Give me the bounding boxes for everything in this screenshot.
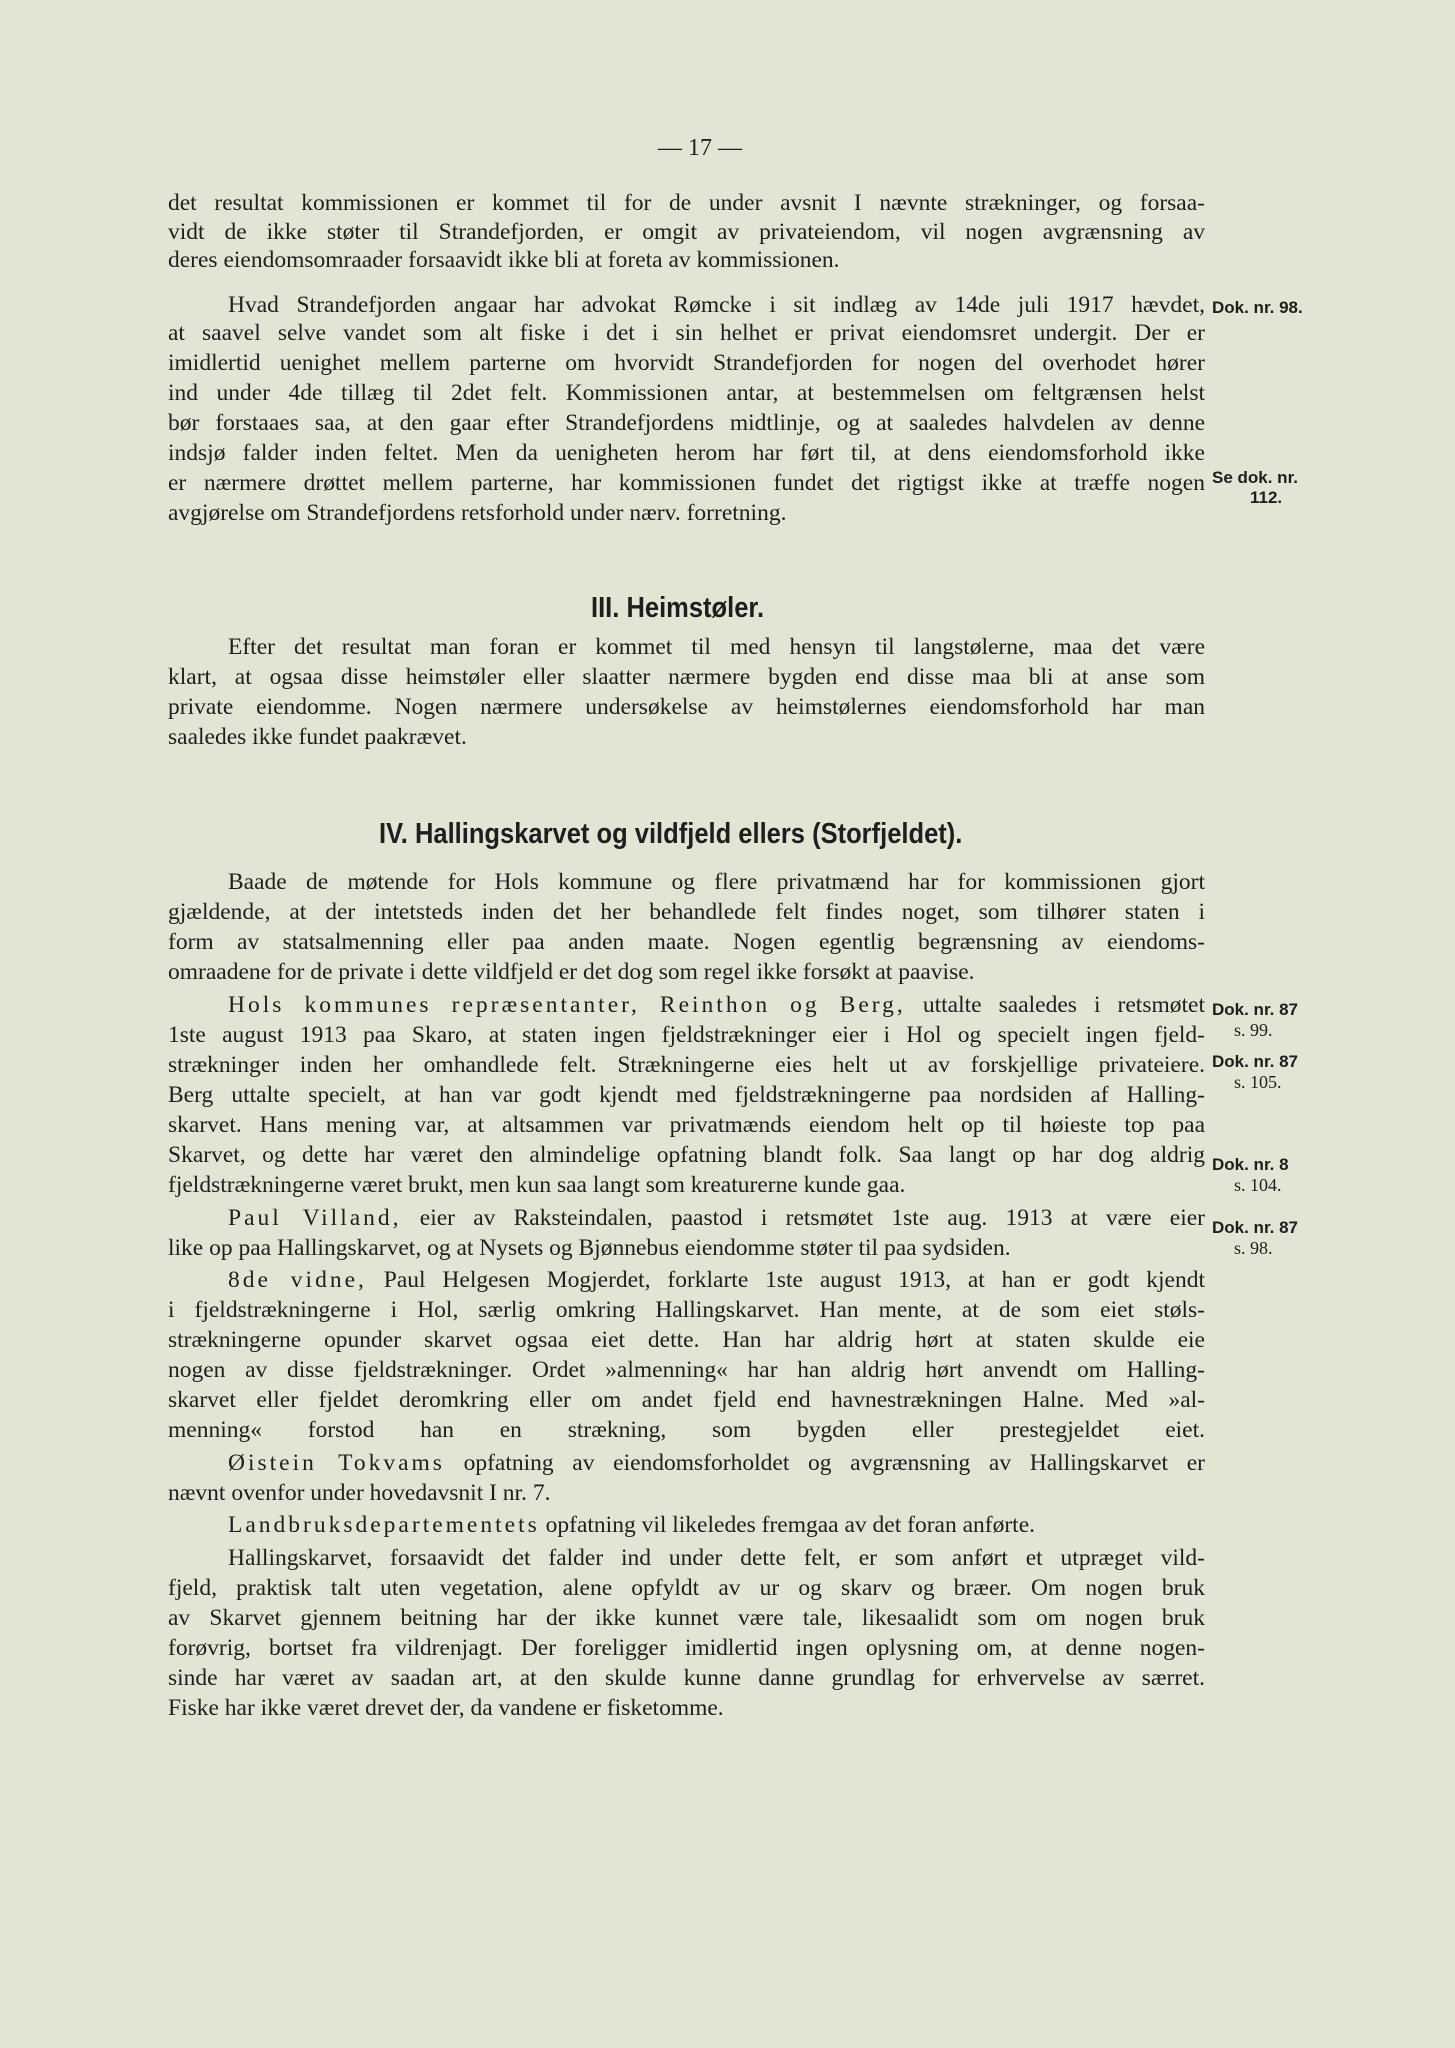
text-line: deres eiendomsomraader forsaavidt ikke bli at foreta av kommissionen.: [168, 247, 840, 273]
spaced-name: Paul Villand,: [228, 1205, 402, 1231]
text-run: eier av Raksteindalen, paastod i retsmøtet 1ste aug. 1913 at være eier: [401, 1205, 1205, 1231]
section-heading-hallingskarvet: IV. Hallingskarvet og vildfjeld ellers (Storfjeldet).: [379, 818, 963, 850]
margin-note-page: s. 98.: [1234, 1238, 1273, 1258]
margin-note-page: s. 104.: [1234, 1175, 1282, 1195]
text-line: vidt de ikke støter til Strandefjorden, er omgit av privateiendom, vil nogen avgrænsning av: [168, 219, 1205, 245]
text-line: indsjø falder inden feltet. Men da uenigheten herom har ført til, at dens eiendomsforhold ikke: [168, 440, 1205, 466]
margin-note-page: 112.: [1250, 488, 1283, 507]
text-line: Hvad Strandefjorden angaar har advokat Rømcke i sit indlæg av 14de juli 1917 hævdet,: [228, 292, 1205, 318]
text-line: nogen av disse fjeldstrækninger. Ordet »almenning« har han aldrig hørt anvendt om Halling-: [168, 1357, 1205, 1383]
spaced-name: Hols kommunes repræsentanter, Reinthon og Berg,: [228, 992, 906, 1018]
margin-note-ref: Se dok. nr.: [1212, 468, 1298, 487]
text-line: Efter det resultat man foran er kommet til med hensyn til langstølerne, maa det være: [228, 634, 1205, 660]
text-line: strækninger inden her omhandlede felt. Strækningerne eies helt ut av forskjellige privateiere.: [168, 1052, 1205, 1078]
text-line: saaledes ikke fundet paakrævet.: [168, 724, 467, 750]
margin-note-ref: Dok. nr. 87: [1212, 1218, 1298, 1237]
text-line: at saavel selve vandet som alt fiske i det i sin helhet er privat eiendomsret undergit. Der er: [168, 320, 1205, 346]
text-line: det resultat kommissionen er kommet til for de under avsnit I nævnte strækninger, og forsaa-: [168, 190, 1205, 216]
margin-note-ref: Dok. nr. 8: [1212, 1155, 1289, 1174]
text-line: skarvet eller fjeldet deromkring eller om andet fjeld end havnestrækningen Halne. Med »al-: [168, 1387, 1205, 1413]
text-line: avgjørelse om Strandefjordens retsforhold under nærv. forretning.: [168, 500, 787, 526]
margin-note-page: s. 105.: [1234, 1072, 1282, 1092]
spaced-name: Øistein Tokvams: [228, 1450, 445, 1476]
text-line: form av statsalmenning eller paa anden maate. Nogen egentlig begrænsning av eiendoms-: [168, 929, 1205, 955]
margin-note: [1212, 1218, 1327, 1258]
text-line: menning« forstod han en strækning, som bygden eller prestegjeldet eiet.: [168, 1417, 1205, 1443]
margin-note: [1212, 1052, 1327, 1092]
text-line: Baade de møtende for Hols kommune og flere privatmænd har for kommissionen gjort: [228, 869, 1205, 895]
section-heading-heimstoler: III. Heimstøler.: [591, 592, 765, 624]
text-line: fjeld, praktisk talt uten vegetation, alene opfyldt av ur og skarv og bræer. Om nogen bruk: [168, 1575, 1205, 1601]
margin-note-ref: Dok. nr. 98.: [1212, 298, 1303, 317]
text-run: opfatning vil likeledes fremgaa av det foran anførte.: [539, 1512, 1036, 1538]
text-line: Hallingskarvet, forsaavidt det falder ind under dette felt, er som anført et utpræget vild-: [228, 1545, 1205, 1571]
text-run: opfatning av eiendomsforholdet og avgrænsning av Hallingskarvet er: [444, 1450, 1205, 1476]
text-line: [228, 1265, 1205, 1295]
margin-note: [1212, 1155, 1327, 1195]
text-line: er nærmere drøttet mellem parterne, har kommissionen fundet det rigtigst ikke at træffe nogen: [168, 470, 1205, 496]
margin-note-ref: Dok. nr. 87: [1212, 1000, 1298, 1019]
text-line: nævnt ovenfor under hovedavsnit I nr. 7.: [168, 1480, 551, 1506]
margin-note-ref: Dok. nr. 87: [1212, 1052, 1298, 1071]
text-line: [228, 1448, 1205, 1478]
margin-note: [1212, 468, 1327, 508]
text-line: av Skarvet gjennem beitning har der ikke kunnet være tale, likesaalidt som om nogen bruk: [168, 1605, 1205, 1631]
spaced-name: Landbruksdepartementets: [228, 1512, 540, 1538]
text-line: [228, 1203, 1205, 1233]
text-line: gjældende, at der intetsteds inden det her behandlede felt findes noget, som tilhører staten i: [168, 899, 1205, 925]
margin-note: [1212, 298, 1327, 318]
text-run: uttalte saaledes i retsmøtet: [905, 992, 1205, 1018]
text-line: imidlertid uenighet mellem parterne om hvorvidt Strandefjorden for nogen del overhodet hører: [168, 350, 1205, 376]
text-line: omraadene for de private i dette vildfjeld er det dog som regel ikke forsøkt at paavise.: [168, 959, 975, 985]
text-line: klart, at ogsaa disse heimstøler eller slaatter nærmere bygden end disse maa bli at anse som: [168, 664, 1205, 690]
text-line: [228, 990, 1205, 1020]
text-line: fjeldstrækningerne været brukt, men kun saa langt som kreaturerne kunde gaa.: [168, 1172, 906, 1198]
text-line: like op paa Hallingskarvet, og at Nysets og Bjønnebus eiendomme støter til paa sydsiden.: [168, 1235, 1011, 1261]
text-line: sinde har været av saadan art, at den skulde kunne danne grundlag for erhvervelse av særret.: [168, 1665, 1205, 1691]
text-line: private eiendomme. Nogen nærmere undersøkelse av heimstølernes eiendomsforhold har man: [168, 694, 1205, 720]
text-line: skarvet. Hans mening var, at altsammen var privatmænds eiendom helt op til høieste top paa: [168, 1112, 1205, 1138]
text-line: i fjeldstrækningerne i Hol, særlig omkring Hallingskarvet. Han mente, at de som eiet støls-: [168, 1297, 1205, 1323]
page-number: — 17 —: [658, 135, 742, 161]
text-line: Fiske har ikke været drevet der, da vandene er fisketomme.: [168, 1695, 724, 1721]
text-line: strækningerne opunder skarvet ogsaa eiet dette. Han har aldrig hørt at staten skulde eie: [168, 1327, 1205, 1353]
text-line: 1ste august 1913 paa Skaro, at staten ingen fjeldstrækninger eier i Hol og specielt ingen fjeld-: [168, 1022, 1205, 1048]
text-line: Berg uttalte specielt, at han var godt kjendt med fjeldstrækningerne paa nordsiden af Halling-: [168, 1082, 1205, 1108]
margin-note: [1212, 1000, 1327, 1040]
text-line: bør forstaaes saa, at den gaar efter Strandefjordens midtlinje, og at saaledes halvdelen av denne: [168, 410, 1205, 436]
text-line: ind under 4de tillæg til 2det felt. Kommissionen antar, at bestemmelsen om feltgrænsen helst: [168, 380, 1205, 406]
text-run: Paul Helgesen Mogjerdet, forklarte 1ste august 1913, at han er godt kjendt: [366, 1267, 1206, 1293]
margin-note-page: s. 99.: [1234, 1020, 1273, 1040]
text-line: forøvrig, bortset fra vildrenjagt. Der foreligger imidlertid ingen oplysning om, at denne nogen-: [168, 1635, 1205, 1661]
spaced-name: 8de vidne,: [228, 1267, 367, 1293]
text-line: Skarvet, og dette har været den almindelige opfatning blandt folk. Saa langt op har dog aldrig: [168, 1142, 1205, 1168]
text-line: [228, 1510, 1205, 1540]
